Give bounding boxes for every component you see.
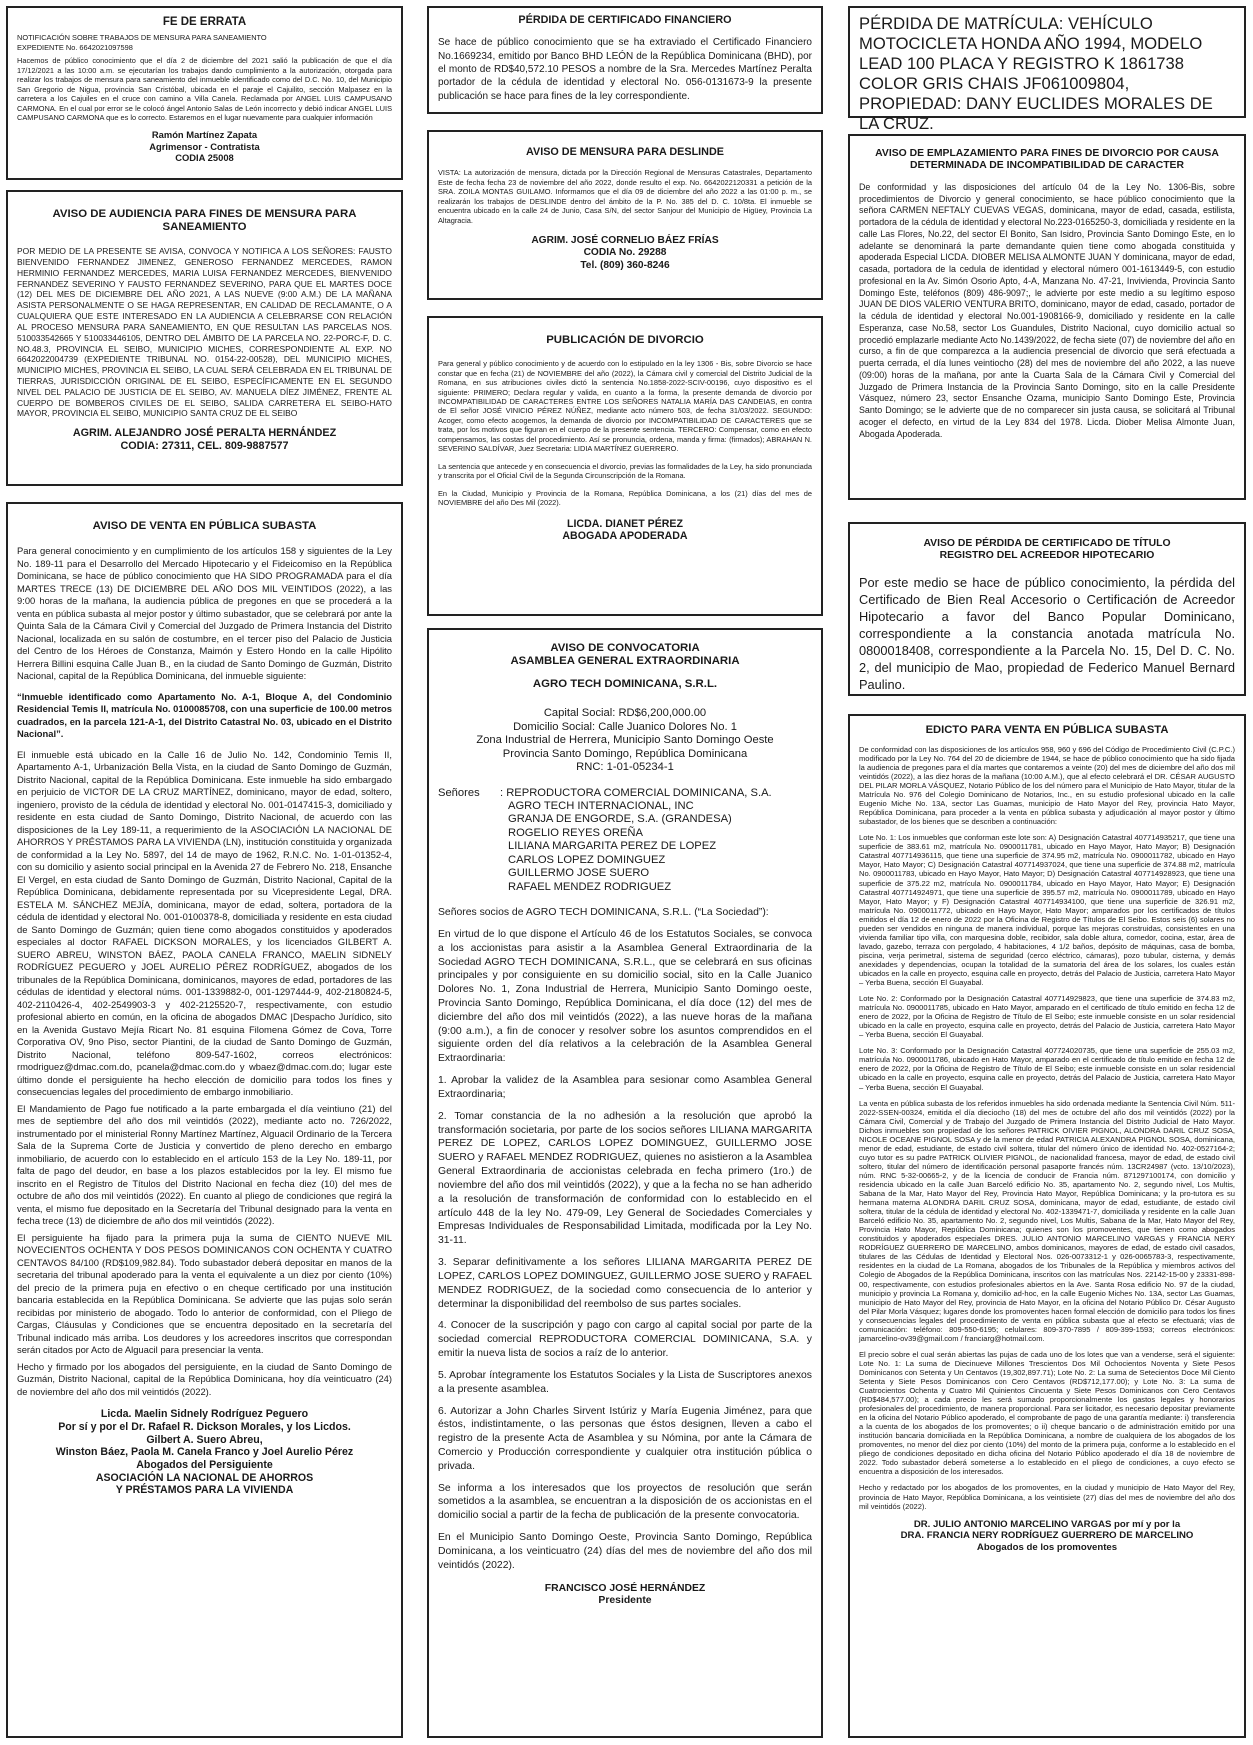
notice-paragraph: El inmueble está ubicado en la Calle 16 de Julio No. 142, Condominio Temis II, Apartamento A-1, Urbanización Bella Vista, en la ciudad de Santo Domingo de Guzmán, Distrito Nacional, capital de la República Dominicana. Este inmueble ha sido embargado en perjuicio de VICTOR DE LA CRUZ MARTÍNEZ, dominicano, mayor de edad, soltero, ingeniero, provisto de la cédula de identidad y electoral No. 001-0147415-3, domiciliado y residente en esta ciudad de Santo Domingo, Distrito Nacional, de acuerdo con las disposiciones de la Ley 189-11, a requerimiento de la ASOCIACIÓN LA NACIONAL DE AHORROS Y PRÉSTAMOS PARA LA VIVIENDA (LN), institución constituida y organizada de conformidad a la Ley No. 5897, del 14 de mayo de 1962, R.N.C. No. 1-01-01352-4, con su domicilio y asiento social principal en la Avenida 27 de Febrero No. 218, Ensanche El Vergel, en esta ciudad de Santo Domingo de Guzmán, Distrito Nacional, Capital de la República Dominicana, debidamente representada por su Vicepresidente Legal, DRA. ESTELA M. SÁNCHEZ MEJÍA, dominicana, mayor de edad, soltera, portadora de la cédula de identidad y electoral No. 001-0100378-8, domiciliada y residente en esta ciudad de Santo Domingo de Guzmán; quien tiene como abogados constituidos y apoderados especiales al doctor RAFAEL DICKSON MORALES, y los licenciados GILBERT A. SUERO ABREU, WINSTON BÁEZ, PAOLA CANELA FRANCO, MAELIN SIDNELY RODRÍGUEZ PEGUERO y JOEL AURELIO PÉREZ RODRÍGUEZ, abogados de los tribunales de la República Dominicana, dominicanos, mayores de edad, portadores de las cédulas de identidad y electoral núms. 001-1339882-0, 001-1297444-9, 402-2180824-5, 402-2110426-4, 402-2549903-3 y 402-2125520-7, respectivamente, con estudio profesional abierto en común, en la oficina de abogados DMAC |Despacho Jurídico, sito en la Avenida Gustavo Mejía Ricart No. 81 esquina Filomena Gómez de Cova, Torre Corporativa OV, 9no Piso, sector Piantini, de la ciudad de Santo Domingo de Guzmán, Distrito Nacional, teléfono 809-547-1602, correos electrónicos: rmodriguez@dmac.com.do, pcanela@dmac.com.do y wbaez@dmac.com.do; lugar este último donde el persiguiente ha hecho elección de domicilio para todos los fines y consecuencias legales del procedimiento de embargo inmobiliario. xyxy=(17,748,392,1098)
signature-line: AGRIM. JOSÉ CORNELIO BÁEZ FRÍAS xyxy=(531,235,719,247)
signature-line: Licda. Maelin Sidnely Rodríguez Peguero xyxy=(100,1408,309,1421)
addressee-name: : REPRODUCTORA COMERCIAL DOMINICANA, S.A. xyxy=(500,786,772,799)
notice-paragraph: En la Ciudad, Municipio y Provincia de la Romana, República Dominicana, a los (21) días del mes de NOVIEMBRE del año Des Mil (2022). xyxy=(438,488,812,508)
addressee-label: Señores xyxy=(438,786,480,799)
notice-body: Hacemos de público conocimiento que el día 2 de diciembre del 2021 salió la publicación de que el día 17/12/2021 a las 10:00 a.m. se ejecutarían los trabajos dando cumplimiento a la autorización, otorgada para realizar los trabajos de mensura para saneamiento del inmueble identificado como del D.C. No. 10, del Municipio San Gregorio de Nigua, provincia San Cristóbal, ubicada en el paraje el Cajuilito, sección Malpasez en la carretera a los Cajuiles en el cruce con camino a Villa Canela. Reclamada por ANGEL LUIS CAMPUSANO CARMONA. En el cual por error se le colocó ángel Antonio Salas de León incorrecto y debió indicar ANGEL LUIS CAMPUSANO CARMONA que es lo correcto. Estaremos en el lugar nuevamente para cualquier información xyxy=(17,56,392,122)
addressee-name: AGRO TECH INTERNACIONAL, INC xyxy=(508,799,694,812)
notice-paragraph: En virtud de lo que dispone el Artículo 46 de los Estatutos Sociales, se convoca a los accionistas para asistir a la Asamblea General Extraordinaria de la Sociedad AGRO TECH DOMINICANA, S.R.L., que se celebrará en sus oficinas principales y por consiguiente en su domicilio social, sito en la Calle Juanico Dolores No. 1, Zona Industrial de Herrera, Municipio Santo Domingo oeste, Provincia Santo Domingo, República Dominicana, el día doce (12) del mes de diciembre del año dos mil veintidós (2022), a las nueve horas de la mañana (9:00 a.m.), a fin de conocer y resolver sobre los asuntos comprendidos en el siguiente orden del día relativos a la celebración de la Asamblea General Extraordinaria: xyxy=(438,928,812,1065)
agenda-item: 1. Aprobar la validez de la Asamblea para sesionar como Asamblea General Extraordinaria; xyxy=(438,1075,812,1100)
divorcio-publication xyxy=(427,316,823,616)
notice-paragraph: De conformidad con las disposiciones de los artículos 958, 960 y 696 del Código de Procedimiento Civil (C.P.C.) modificado por la Ley No. 764 del 20 de diciembre de 1944, se hace de público conocimiento que ha sido fijada la audiencia de pregones para el día martes que contaremos a veinte (20) del mes de diciembre del año dos mil veintidós (2022), a las diez horas de la mañana (10:00 A.M.), que al efecto celebrará el DR. CÉSAR AUGUSTO DEL PILAR MORLA VÁSQUEZ, Notario Público de los del número para el Municipio de Hato Mayor, titular de la Matrícula No. 976 del Colegio Dominicano de Notarios, Inc., en su estudio profesional ubicado en la calle Eugenio Miche No. 13A, sector Las Guamas, municipio de Hato Mayor del Rey, provincia Hato Mayor, República Dominicana, para proceder a la venta en pública subasta y adjudicación al mayor postor y último subastador, de los bienes que se describen a continuación: xyxy=(859,744,1235,827)
signature-line: CODIA 25008 xyxy=(175,152,234,163)
notice-paragraph: Hecho y firmado por los abogados del persiguiente, en la ciudad de Santo Domingo de Guzmán, Distrito Nacional, capital de la República Dominicana, hoy día veinticuatro (24) de noviembre del año dos mil veintidós (2022). xyxy=(17,1360,392,1397)
signature-block xyxy=(17,427,392,453)
property-description: “Inmueble identificado como Apartamento No. A-1, Bloque A, del Condominio Residencial Temis II, matrícula No. 0100085708, con una superficie de 100.00 metros cuadrados, en la parcela 121-A-1, del Distrito Catastral No. 03, ubicado en el Distrito Nacional”. xyxy=(17,690,392,740)
certificado-financiero-notice xyxy=(427,6,823,114)
signature-line: Abogados del Persiguiente xyxy=(136,1458,273,1471)
notice-paragraph: El persiguiente ha fijado para la primera puja la suma de CIENTO NUEVE MIL NOVECIENTOS OCHENTA Y DOS PESOS DOMINICANOS CON OCHENTA Y CUATRO CENTAVOS 84/100 (RD$109,982.84). Todo subastador deberá depositar en manos de la secretaria del tribunal apoderado para la venta el equivalente a un diez por ciento (10%) del precio de la primera puja en efectivo o en cheque certificado por una institución bancaria establecida en la República Dominicana. Se advierte que las pujas solo serán recibidas por ministerio de abogado. Todo lo anterior de conformidad, con el Pliego de Cargas, Cláusulas y Condiciones que se encuentra depositado en la secretaría del Tribunal indicado más arriba. Los deudores y los acreedores inscritos que correspondan serán citados por Acto de Alguacil para presenciar la venta. xyxy=(17,1231,392,1356)
perdida-matricula-notice xyxy=(848,6,1246,133)
notice-title: FE DE ERRATA xyxy=(162,16,247,28)
signature-block xyxy=(438,1583,812,1608)
signature-line: ASOCIACIÓN LA NACIONAL DE AHORROS xyxy=(95,1471,314,1484)
agenda-item: 3. Separar definitivamente a los señores LILIANA MARGARITA PEREZ DE LOPEZ, CARLOS LOPEZ DOMINGUEZ, GUILLERMO JOSE SUERO y RAFAEL MENDEZ RODRIGUEZ, de la sociedad como consecuencia de lo anterior y determinar la disponibilidad del reembolso de sus partes sociales. xyxy=(438,1257,812,1310)
lote-description: Lote No. 3: Conformado por la Designación Catastral 407724020735, que tiene una superficie de 255.03 m2, matrícula No. 0900011786, ubicado en Hato Mayor, amparado en el certificado de título emitido en fecha 12 de enero de 2022, por la Oficina de Registro de Título de El Seibo; este inmueble consiste en un solar residencial ubicado en la calle en proyecto, esquina calle en proyecto, detrás del Palacio de Justicia, carretera Hato Mayor – Yerba Buena, sección El Guayabal. xyxy=(859,1046,1235,1092)
lote-description: Lote No. 2: Conformado por la Designación Catastral 407714929823, que tiene una superficie de 374.83 m2, matrícula No. 0900011785, ubicado en Hato Mayor, amparado en el certificado de título emitido en fecha 12 de enero de 2022, por la Oficina de Registro de Título de El Seibo; este inmueble consiste en un solar residencial ubicado en la calle en proyecto, esquina calle en proyecto, detrás del Palacio de Justicia, carretera Hato Mayor – Yerba Buena, sección El Guayabal. xyxy=(859,994,1235,1040)
agenda-item: 6. Autorizar a John Charles Sirvent Istúriz y María Eugenia Jiménez, para que éstos, indistintamente, o las personas que éstos designen, lleven a cabo el registro de la presente Acta de Asamblea y su Nómina, por ante la Cámara de Comercio y Producción correspondiente y cualquier otra institución pública o privada. xyxy=(438,1405,812,1472)
notice-paragraph: La sentencia que antecede y en consecuencia el divorcio, previas las formalidades de la Ley, ha sido pronunciada y transcrita por el Oficial Civil de la Segunda Circunscripción de la Romana. xyxy=(438,461,812,481)
notice-paragraph: La venta en pública subasta de los referidos inmuebles ha sido ordenada mediante la Sentencia Civil Núm. 511-2022-SSEN-00324, emitida el día dieciocho (18) del mes de octubre del año dos mil veintidós (2022) por la Cámara Civil, Comercial y de Trabajo del Juzgado de Primera Instancia del Distrito Judicial de Hato Mayor. Dichos inmuebles son propiedad de los señores PATRICK OIVIER PIGNOL, ALONDRA DARIL CRUZ SOSA, NICOLE OCEANE PIGNOL SOSA y de la menor de edad PATRICIA ALEXANDRA PIGNOL SOSA, dominicana, menor de edad, estudiante, de estado civil soltera, titular del número único de identidad No. 402-0527164-2; cuyo tutor es su padre PATRICK OLIVIER PIGNOL, de nacionalidad francesa, mayor de edad, de estado civil soltero, titular del número de identificación personal pasaporte francés núm. 13CR24987 (vcto. 13/10/2023), núm. RNC 5-32-00665-2, y de la licencia de conducir de Francia núm. 871297100174, con domicilio y residencia ubicado en la calle Juan Barceló edificio No. 35, apartamento No. 2, segundo nivel, Los Multis, Sabana de la Mar, Hato Mayor del Rey, Provincia Hato Mayor, República Dominicana; y la pro-tutora es su hermana materna ALONDRA DARIL CRUZ SOSA, dominicana, mayor de edad, estudiante, de estado civil soltera, titular de la cédula de identidad y electoral No. 402-1339471-7, domiciliada y residente en la calle Juan Barceló edificio No. 35, apartamento No. 2, segundo nivel, Los Multis, Sabana de la Mar, Hato Mayor del Rey, Provincia Hato Mayor, República Dominicana; quienes son los promoventes, que tienen como abogados constituidos y apoderados especiales DRES. JULIO ANTONIO MARCELINO VARGAS y FRANCIA NERY RODRÍGUEZ GUERRERO DE MARCELINO, ambos dominicanos, mayores de edad, de estado civil casados, titulares de las Cédulas de Identidad y Electoral Nos. 026-0073312-1 y 026-0065783-3, respectivamente, residentes en la ciudad de La Romana, abogados de los Tribunales de la República y miembros activos del Colegio de Abogados de la República Dominicana, inscritos con las matrículas Nos. 22142-15-00 y 23331-898-00, respectivamente, con estudios profesionales abiertos en la Ave. Santa Rosa edificio No. 97 de la ciudad, municipio y provincia La Romana y, domicilio ad-hoc, en la calle Eugenio Miches No. 13A, sector Las Guamas, municipio de Hato Mayor del Rey, provincia de Hato Mayor, en la oficina del Notario Público Dr. César Augusto del Pilar Morla Vásquez; lugares donde los promoventes hacen formal elección de domicilio para todos los fines y consecuencias legales del procedimiento de venta en pública subasta que al efecto se efectuará; vías de comunicación: teléfono: 809-550-6195; celulares: 809-370-7895 / 809-399-1593; correos electrónicos: jamarcelino-ov39@gmail.com / franciarg@hotmail.com. xyxy=(859,1098,1235,1343)
notice-paragraph: El precio sobre el cual serán abiertas las pujas de cada uno de los lotes que van a venderse, será el siguiente: Lote No. 1: La suma de Diecinueve Millones Trescientos Dos Mil Ochocientos Noventa y Siete Pesos Dominicanos con Setenta y Un Centavos (19,302,897.71); Lote No. 2: La suma de Setecientos Doce Mil Ciento Setenta y Siete Pesos Dominicanos con Cero Centavos (RD$712,177.00); y Lote No. 3: La suma de Cuatrocientos Ochenta y Cuatro Mil Quinientos Cincuenta y Siete Pesos Dominicanos con Cero Centavos (RD$484,577.00); a cada precio les será sumado proporcionalmente los gastos legales y honorarios profesionales del procedimiento, de manera proporcional. Para ser licitador, es necesario depositar previamente en la oficina del Notario Público apoderado, el comprobante de pago de una garantía mediante: i) transferencia a la cuenta de los abogados de los promoventes; o ii) cheque bancario o de administración emitido por una institución bancaria domiciliada en la República Dominicana, a nombre de cualquiera de los abogados de los promoventes, no menor del diez por ciento (10%) del monto de la primera puja, conforme a lo establecido en el pliego de condiciones depositado en dicha oficina del Notario Público apoderado el día 18 de noviembre de 2022. Todo subastador deberá someterse a lo establecido en el pliego de condiciones, a cuyo efecto se encuentra a disposición de los interesados. xyxy=(859,1349,1235,1477)
notice-paragraph: Hecho y redactado por los abogados de los promoventes, en la ciudad y municipio de Hato Mayor del Rey, provincia de Hato Mayor, República Dominicana, a los veintisiete (27) días del mes de noviembre del año dos mil veintidós (2022). xyxy=(859,1483,1235,1511)
addressee-names xyxy=(500,787,772,895)
signature-line: Winston Báez, Paola M. Canela Franco y Joel Aurelio Pérez xyxy=(55,1446,354,1459)
company-info xyxy=(438,707,812,774)
notice-title-line: REGISTRO DEL ACREEDOR HIPOTECARIO xyxy=(939,549,1155,561)
agenda-item: 2. Tomar constancia de la no adhesión a la resolución que aprobó la transformación societaria, por parte de los socios señores LILIANA MARGARITA PEREZ DE LOPEZ, CARLOS LOPEZ DOMINGUEZ, GUILLERMO JOSE SUERO y RAFAEL MENDEZ RODRIGUEZ, quienes no asistieron a la Asamblea General Extraordinaria de accionistas celebrada en fecha primero (1ro.) de noviembre del año dos mil veintidós (2022), y que a la fecha no se han adherido a la resolución de transformación de conformidad con lo establecido en el artículo 448 de la ley No. 479-09, Ley General de Sociedades Comerciales y Empresas Individuales de Responsabilidad Limitada, modificada por la Ley No. 31-11. xyxy=(438,1110,812,1247)
notice-body: VISTA: La autorización de mensura, dictada por la Dirección Regional de Mensuras Catastrales, Departamento Este de fecha fecha 23 de noviembre del año 2022, donde resulto el exp. No. 6642022120331 a petición de la SRA. ZOILA MONTAS GUILAMO. Informamos que el día 09 de diciembre del año 2022 a las 01:00 p. m., se realizarán los trabajos de DESLINDE dentro del ámbito de la P. No. 385 del D. C. 10/8ta. El inmueble se encuentra ubicado en la calle 24 de Junio, Casa S/N, del sector Sanjour del Municipio de Higüey, Provincia La Altagracia. xyxy=(438,168,812,225)
notice-paragraph: Señores socios de AGRO TECH DOMINICANA, S.R.L. (“La Sociedad”): xyxy=(438,907,769,919)
signature-line: CODIA: 27311, CEL. 809-9887577 xyxy=(120,440,289,453)
company-info-line: RNC: 1-01-05234-1 xyxy=(576,761,674,774)
notice-title xyxy=(859,538,1235,562)
mensura-deslinde-notice xyxy=(427,130,823,300)
notice-paragraph: En el Municipio Santo Domingo Oeste, Provincia Santo Domingo, República Dominicana, a los veinticuatro (24) días del mes de noviembre del año dos mil veintidós (2022). xyxy=(438,1532,812,1571)
notice-paragraph: Para general conocimiento y en cumplimiento de los artículos 158 y siguientes de la Ley No. 189-11 para el Desarrollo del Mercado Hipotecario y el Fideicomiso en la República Dominicana, se hace de público conocimiento que HA SIDO PROGRAMADA para el día MARTES TRECE (13) DE DICIEMBRE DEL AÑO DOS MIL VEINTIDOS (2022), a las 9:00 horas de la mañana, la audiencia pública de pregones en que se procederá a la venta en pública subasta al mejor postor y último subastador, que se celebrará por ante la Quinta Sala de la Cámara Civil y Comercial del Juzgado de Primera Instancia del Distrito Nacional, localizada en su salón de costumbre, en el tercer piso del Palacio de Justicia del Centro de los Héroes de Constanza, Maimón y Estero Hondo en la calle Hipólito Herrera Billini esquina Calle Juan B., en la ciudad de Santo Domingo de Guzmán, Distrito Nacional, capital de la República Dominicana, del inmueble siguiente: xyxy=(17,545,392,682)
venta-subasta-notice xyxy=(6,502,403,1738)
signature-line: FRANCISCO JOSÉ HERNÁNDEZ xyxy=(544,1582,706,1594)
addressee-name: CARLOS LOPEZ DOMINGUEZ xyxy=(508,853,666,866)
audiencia-notice xyxy=(6,190,403,486)
lote-description: Lote No. 1: Los inmuebles que conforman este lote son: A) Designación Catastral 407714935217, que tiene una superficie de 383.61 m2, matrícula No. 0900011781, ubicado en Hayo Mayor, Hato Mayor; B) Designación Catastral 407714936115, que tiene una superficie de 374.95 m2, matrícula No. 0900011782, ubicado en Hayo Mayor, Hato Mayor; C) Designación Catastral 407714937024, que tiene una superficie de 374.88 m2, matrícula No. 0900011783, ubicado en Hayo Mayor, Hato Mayor; D) Designación Catastral 407714928923, que tiene una superficie de 375.22 m2, matrícula No. 0900011784, ubicado en Hayo Mayor, Hato Mayor; E) Designación Catastral 407714924971, que tiene una superficie de 395.57 m2, matrícula No. 0900011789, ubicado en Hayo Mayor, Hato Mayor; y F) Designación Catastral 407714934100, que tiene una superficie de 326.91 m2, matrícula No. 0900011772, ubicado en Hayo Mayor, Hato Mayor; amparados por los certificados de títulos emitidos el día 12 de enero de 2022 por la Oficina de Registro de Títulos de El Seibo. Estos seis (6) solares no pueden ser vendidos en ninguna de manera individual, porque las mejoras construidas, consistentes en una vivienda familiar tipo villa, con marquesina doble, recibidor, sala doble altura, comedor, cocina, estar, área de lavado, gazebo, terraza con pergolado, 4 habitaciones, 4 1/2 baños, depósito de máquinas, casa de bomba, piscina, verja perimetral, sistema de seguridad (cerco eléctrico, cámaras), pozo tubular, cisterna, y demás anexidades y dependencias, ocupan la totalidad de la sumatoria del área de los solares, los cuales están ubicados en la calle en proyecto, esquina calle en proyecto, detrás del Palacio de Justicia, carretera Hato Mayor – Yerba Buena, sección El Guayabal. xyxy=(859,833,1235,988)
notice-title-line: ASAMBLEA GENERAL EXTRAORDINARIA xyxy=(510,655,740,668)
signature-line: Abogados de los promoventes xyxy=(976,1541,1118,1553)
notice-body: Por este medio se hace de público conocimiento, la pérdida del Certificado de Bien Real Accesorio o Certificación de Acreedor Hipotecario a favor del Banco Popular Dominicano, correspondiente a la constancia anotada matrícula No. 0800018408, correspondiente a la Parcela No. 15, Del D. C. No. 2, del municipio de Mao, propiedad de Federico Manuel Bernard Paulino. xyxy=(859,574,1235,692)
company-info-line: Domicilio Social: Calle Juanico Dolores No. 1 xyxy=(513,720,737,733)
signature-block xyxy=(859,1519,1235,1554)
company-name: AGRO TECH DOMINICANA, S.R.L. xyxy=(532,678,718,691)
company-info-line: Zona Industrial de Herrera, Municipio Santo Domingo Oeste xyxy=(476,734,774,747)
addressee-name: LILIANA MARGARITA PEREZ DE LOPEZ xyxy=(508,840,717,853)
signature-line: LICDA. DIANET PÉREZ xyxy=(567,517,683,530)
company-info-line: Provincia Santo Domingo, República Dominicana xyxy=(502,747,748,760)
addressee-name: GUILLERMO JOSE SUERO xyxy=(508,867,650,880)
signature-line: DR. JULIO ANTONIO MARCELINO VARGAS por mí y por la xyxy=(913,1518,1181,1530)
notice-title: EDICTO PARA VENTA EN PÚBLICA SUBASTA xyxy=(925,724,1169,736)
addressee-name: GRANJA DE ENGORDE, S.A. (GRANDESA) xyxy=(508,813,732,826)
notice-title: AVISO DE AUDIENCIA PARA FINES DE MENSURA PARA SANEAMIENTO xyxy=(52,208,357,234)
signature-line: Y PRÉSTAMOS PARA LA VIVIENDA xyxy=(115,1484,294,1497)
notice-title-line: AVISO DE CONVOCATORIA xyxy=(550,642,700,654)
signature-line: AGRIM. ALEJANDRO JOSÉ PERALTA HERNÁNDEZ xyxy=(72,427,337,440)
signature-line: Tel. (809) 360-8246 xyxy=(580,259,670,271)
perdida-certificado-titulo-notice xyxy=(848,522,1246,696)
signature-line: Por sí y por el Dr. Rafael R. Dickson Morales, y los Licdos. xyxy=(58,1420,351,1433)
notice-body: De conformidad y las disposiciones del artículo 04 de la Ley No. 1306-Bis, sobre procedimientos de Divorcio y general conocimiento, se hace público conocimiento que la señora CARMEN NEFTALY CUEVAS VEGAS, dominicana, mayor de edad, casada, estilista, portadora de la cédula de identidad y electoral No.223-0165250-3, domiciliada y residente en la calle Las Flores, No.22, del sector El Bonito, San Isidro, Provincia Santo Domingo Este, en lo adelante se denominará la parte demandante quien tiene como abogada constituida y apoderada Especial LICDA. DIOBER MELISA ALMONTE JUAN Y dominicana, mayor de edad, casada, portadora de la cedula de identidad y electoral número 001-1613449-5, con estudio profesional en la Av. Simón Osorio Apto, 4-A, Manzana No. 47-21, Invivienda, Provincia Santo Domingo Este, teléfonos (809) 486-9097;, le advierte por este medio a su legítimo esposo JUAN DE DIOS VALERIO VENTURA BRITO, dominicano, mayor de edad, casado, portador de la cédula de identidad y electoral No.001-1908166-9, domiciliado y residente en la calle Esperanza, case No.58, sector Los Guandules, Distrito Nacional, cuyo domicilio actual so procedió emplazarle mediante Acto No.1439/2022, de fecha siete (07) de noviembre del año en curso, a fin de que comparezca a la audiencia presencial de divorcio que será efectuada a puerta cerrada, el día lunes veintiocho (28) del mes de noviembre del año 2022, a las nueve (09:00) horas de la mañana, por ante la Cuarta Sala de la Cámara Civil y Comercial del Juzgado de Primera Instancia de la Provincia Santo Domingo, sito en la calle Presidente Vásquez, número 23, sector Ensanche Ozama, municipio Santo Domingo Este, Provincia Santo Domingo; se le advierte que de no comparecer sin justa causa, se solicitará al Tribunal acoger el defecto, en virtud de la Ley 834 del 1978. Licda. Diober Melisa Almonte Juan, Abogada Apoderada. xyxy=(859,181,1235,439)
notice-paragraph: Se informa a los interesados que los proyectos de resolución que serán sometidos a la asamblea, se encuentran a la disposición de os accionistas en el domicilio social a partir de la fecha de publicación de la presente convocatoria. xyxy=(438,1482,812,1522)
notice-ref-line: NOTIFICACIÓN SOBRE TRABAJOS DE MENSURA PARA SANEAMIENTO xyxy=(17,33,267,43)
signature-block xyxy=(438,518,812,543)
agenda-item: 5. Aprobar íntegramente los Estatutos Sociales y la Lista de Suscriptores anexos a la presente asamblea. xyxy=(438,1369,812,1395)
notice-body: PÉRDIDA DE MATRÍCULA: VEHÍCULO MOTOCICLETA HONDA AÑO 1994, MODELO LEAD 100 PLACA Y REGISTRO K 1861738 COLOR GRIS CHAIS JF061009804, PROPIEDAD: DANY EUCLIDES MORALES DE LA CRUZ. xyxy=(859,14,1213,133)
signature-block xyxy=(17,1408,392,1497)
notice-title xyxy=(438,642,812,668)
addressee-name: RAFAEL MENDEZ RODRIGUEZ xyxy=(508,880,672,893)
signature-line: Presidente xyxy=(598,1595,652,1607)
signature-line: DRA. FRANCIA NERY RODRÍGUEZ GUERRERO DE MARCELINO xyxy=(900,1530,1194,1542)
notice-title: AVISO DE MENSURA PARA DESLINDE xyxy=(526,146,724,158)
notice-body: Para general y público conocimiento y de acuerdo con lo estipulado en la ley 1306 - Bis, sobre Divorcio se hace constar que en fecha (21) de NOVIEMBRE del año (2022), la Cámara civil y comercial del Distrito Judicial de la Romana, en sus atribuciones civiles dictó la sentencia No.1858-2022-SCIV-00196, cuyo dispositivo es el siguiente: PRIMERO; Declara regular y valida, en cuanto a la forma, la presente demanda de divorcio por INCOMPATIBILIDAD DE CARACTERES ENTRE LOS SEÑORES NATALIA MARÍA DAS CANDEIAS, en contra de El señor JOSÉ VINICIO PÉREZ NÚÑEZ, mediante acto número 503, de fecha 31/03/2022. SEGUNDO: Acoger, como efecto acogemos, la demanda de divorcio por INCOMPATIBILIDAD DE CARACTERES que se trata, por los motivos que figuran en el cuerpo de la presente sentencia. TERCERO: Compensar, como en efecto compensamos, las costas del procedimiento. Así se pronuncia, ordena, manda y firma: (firmados); ABRAHAN N. SEVERINO SALDÍVAR, Juez Secretaria: LIDIA MARTÍNEZ GUERRERO. xyxy=(438,359,812,454)
addressee-list xyxy=(438,787,812,895)
company-info-line: Capital Social: RD$6,200,000.00 xyxy=(543,707,707,720)
notice-title: PÉRDIDA DE CERTIFICADO FINANCIERO xyxy=(518,14,732,26)
signature-line: Gilbert A. Suero Abreu, xyxy=(146,1433,263,1446)
notice-title: AVISO DE EMPLAZAMIENTO PARA FINES DE DIVORCIO POR CAUSA DETERMINADA DE INCOMPATIBILIDAD DE CARACTER xyxy=(875,148,1219,171)
addressee-name: ROGELIO REYES OREÑA xyxy=(508,826,643,839)
notice-body: Se hace de público conocimiento que se ha extraviado el Certificado Financiero No.1669234, emitido por Banco BHD LEÓN de la República Dominicana (BHD), por el monto de RD$40,572.10 PESOS a nombre de la Sra. Mercedes Martínez Peralta portador de la cédula de identidad y electoral No. 056-0131673-9 la presente publicación se hace para fines de la ley correspondiente. xyxy=(438,37,812,102)
signature-line: Agrimensor - Contratista xyxy=(149,140,260,152)
edicto-subasta-notice xyxy=(848,714,1246,1738)
signature-line: ABOGADA APODERADA xyxy=(562,530,688,543)
signature-line: CODIA No. 29288 xyxy=(583,247,667,259)
notice-title: AVISO DE VENTA EN PÚBLICA SUBASTA xyxy=(92,520,317,532)
notice-title: PUBLICACIÓN DE DIVORCIO xyxy=(546,334,704,346)
notice-paragraph: El Mandamiento de Pago fue notificado a la parte embargada el día veintiuno (21) del mes de septiembre del año dos mil veintidós (2022), mediante acto no. 726/2022, instrumentado por el ministerial Ronny Martínez Martínez, Alguacil Ordinario de la Tercera Sala de la Suprema Corte de Justicia y convertido de pleno derecho en embargo inmobiliario, de acuerdo con lo establecido en el artículo 153 de la Ley No. 189-11, por falta de pago del deudor, en base a los plazos establecidos por la ley. El mismo fue inscrito en el Registro de Títulos del Distrito Nacional en fecha diez (10) del mes de octubre de año dos mil veintidós (2022). En cuanto al pliego de condiciones que regirá la venta, el mismo fue depositado en la Secretaría del Tribunal designado para la venta en fecha trece (13) de diciembre de año dos mil veintidós (2022). xyxy=(17,1102,392,1227)
signature-line: Ramón Martínez Zapata xyxy=(151,129,258,141)
fe-de-errata-notice xyxy=(6,6,403,180)
convocatoria-asamblea-notice xyxy=(427,628,823,1738)
notice-title-line: AVISO DE PÉRDIDA DE CERTIFICADO DE TÍTULO xyxy=(923,538,1171,549)
emplazamiento-divorcio-notice xyxy=(848,134,1246,500)
notice-body: POR MEDIO DE LA PRESENTE SE AVISA, CONVOCA Y NOTIFICA A LOS SEÑORES: FAUSTO BIENVENIDO FERNANDEZ JIMENEZ, GENEROSO FERNANDEZ MERCEDES, RAMON HERMINIO FERNANDEZ MERCEDES, MARIA LUISA FERNANDEZ MERCEDES, BIENVENIDO FERNANDEZ SEVERINO Y FAUSTO FERNANDEZ SEVERINO, PARA QUE EL MARTES DOCE (12) DEL MES DE DICIEMBRE DEL AÑO 2021, A LAS NUEVE (9:00 A.M.) DE LA MAÑANA ASISTA PERSONALMENTE O SE HAGA REPRESENTAR, EN CALIDAD DE RECLAMANTE, O A CUALQUIERA QUE ESTE INTERESADO EN LA AUDIENCIA A CELEBRARSE CON RELACIÓN AL PROCESO MENSURA PARA SANEAMIENTO, EN QUE RESULTAN LAS PARCELAS NOS. 510033542665 Y 510033446105, DENTRO DEL ÁMBITO DE LA PARCELA NO. 22-PORC-F, D. C. NO.48.3, PROVINCIA EL SEIBO, MUNICIPIO MICHES, CORRESPONDIENTE AL EXP. NO 6642022004739 (EXPEDIENTE TRIBUNAL NO. 0154-22-00528), DEL MUNICIPIO MICHES, MUNICIPIO MICHES, PROVINCIA EL SEIBO, LA CUAL SERÁ CELEBRADA EN EL TRIBUNAL DE TIERRAS, JURISDICCIÓN ORIGINAL DE EL SEIBO, ESPECÍFICAMENTE EN EL SEGUNDO NIVEL DEL PALACIO DE JUSTICIA DE EL SEIBO, AV. MANUELA DÍEZ JIMÉNEZ, FRENTE AL CUERPO DE BOMBEROS CIVILES DE EL SEIBO, SALIDA CARRETERA EL SEIBO-HATO MAYOR, PROVINCIA EL SEIBO, MUNICIPIO SANTA CRUZ DE EL SEIBO xyxy=(17,246,392,419)
agenda-item: 4. Conocer de la suscripción y pago con cargo al capital social por parte de la sociedad comercial REPRODUCTORA COMERCIAL DOMINICANA, S.A. y emitir la nueva lista de socios a raíz de lo anterior. xyxy=(438,1320,812,1360)
notice-ref-line: EXPEDIENTE No. 6642021097598 xyxy=(17,42,133,52)
signature-block xyxy=(438,235,812,272)
signature-block xyxy=(17,129,392,163)
